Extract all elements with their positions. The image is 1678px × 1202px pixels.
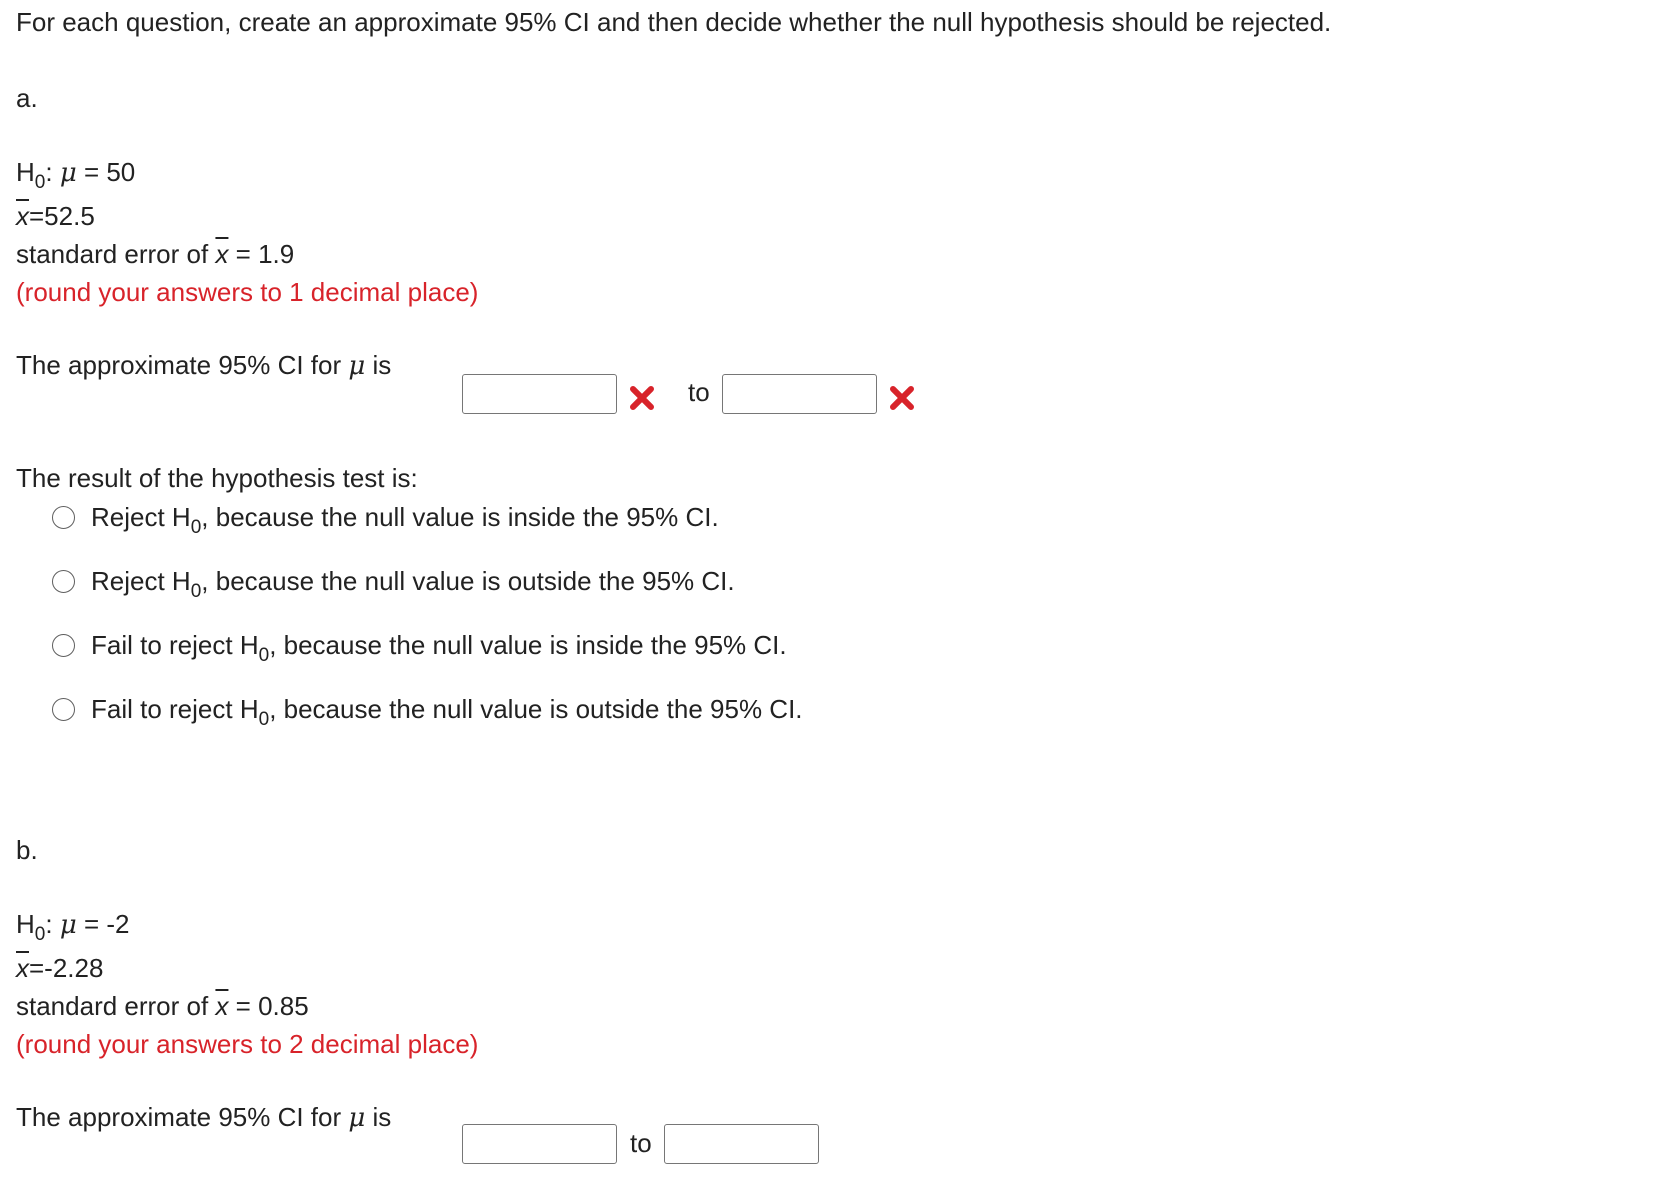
incorrect-x-icon [627,383,657,413]
xbar-symbol: $\overline{x}$ [16,201,29,231]
part-a-to-label: to [688,377,710,407]
part-a-rounding-hint: (round your answers to 1 decimal place) [16,277,479,307]
part-a-standard-error: standard error of $\overline{x} = 1.9$ [16,239,295,269]
part-a-label: a. [16,83,38,113]
radio-option-3[interactable] [52,634,75,657]
part-b-ci-upper-input[interactable] [664,1124,819,1164]
part-b-rounding-hint: (round your answers to 2 decimal place) [16,1029,479,1059]
standard-error-value: = 1.9 [228,239,295,269]
part-a-ci-prompt: The approximate 95% CI for μ is [16,350,392,381]
part-b-to-label: to [630,1128,652,1158]
null-value: = -2 [76,909,130,939]
h0-subscript: 0 [34,924,46,945]
part-b-ci-lower-input[interactable] [462,1124,617,1164]
option-3-label[interactable]: Fail to reject $H_0$, because the null value is inside the 95% CI. [91,630,787,666]
part-a-result-prompt: The result of the hypothesis test is: [16,463,418,493]
part-b-label: b. [16,835,38,865]
option-2-label[interactable]: Reject $H_0$, because the null value is outside the 95% CI. [91,566,735,602]
part-a-ci-lower-input[interactable] [462,374,617,414]
part-a-ci-upper-input[interactable] [722,374,877,414]
part-a-sample-mean [16,200,95,232]
xbar-symbol: $\overline{x}$ [215,239,229,269]
mu-symbol: μ [348,1103,366,1133]
h0-symbol: H [16,909,35,939]
instructions: For each question, create an approximate 95% CI and then decide whether the null hypothesis should be rejected. [16,7,1332,37]
mu-symbol: μ [59,910,77,940]
radio-option-1[interactable] [52,506,75,529]
part-b-sample-mean [16,952,103,984]
standard-error-value: = 0.85 [228,991,309,1021]
xbar-symbol: $\overline{x}$ [16,953,29,983]
sample-mean-value: =-2.28 [29,953,104,983]
part-b-standard-error: standard error of $\overline{x} = 0.85$ [16,991,309,1021]
radio-option-4[interactable] [52,698,75,721]
mu-symbol: μ [348,351,366,381]
xbar-symbol: $\overline{x}$ [215,991,229,1021]
part-a-null-hypothesis: $H_0$: μ = 50 [16,157,136,193]
radio-option-2[interactable] [52,570,75,593]
h0-symbol: H [16,157,35,187]
option-4-label[interactable]: Fail to reject $H_0$, because the null value is outside the 95% CI. [91,694,803,730]
mu-symbol: μ [59,158,77,188]
h0-subscript: 0 [34,172,46,193]
sample-mean-value: =52.5 [29,201,95,231]
part-b-null-hypothesis: $H_0$: μ = -2 [16,909,130,945]
null-value: = 50 [76,157,136,187]
option-1-label[interactable]: Reject $H_0$, because the null value is inside the 95% CI. [91,502,719,538]
part-b-ci-prompt: The approximate 95% CI for μ is [16,1102,392,1133]
incorrect-x-icon [887,383,917,413]
